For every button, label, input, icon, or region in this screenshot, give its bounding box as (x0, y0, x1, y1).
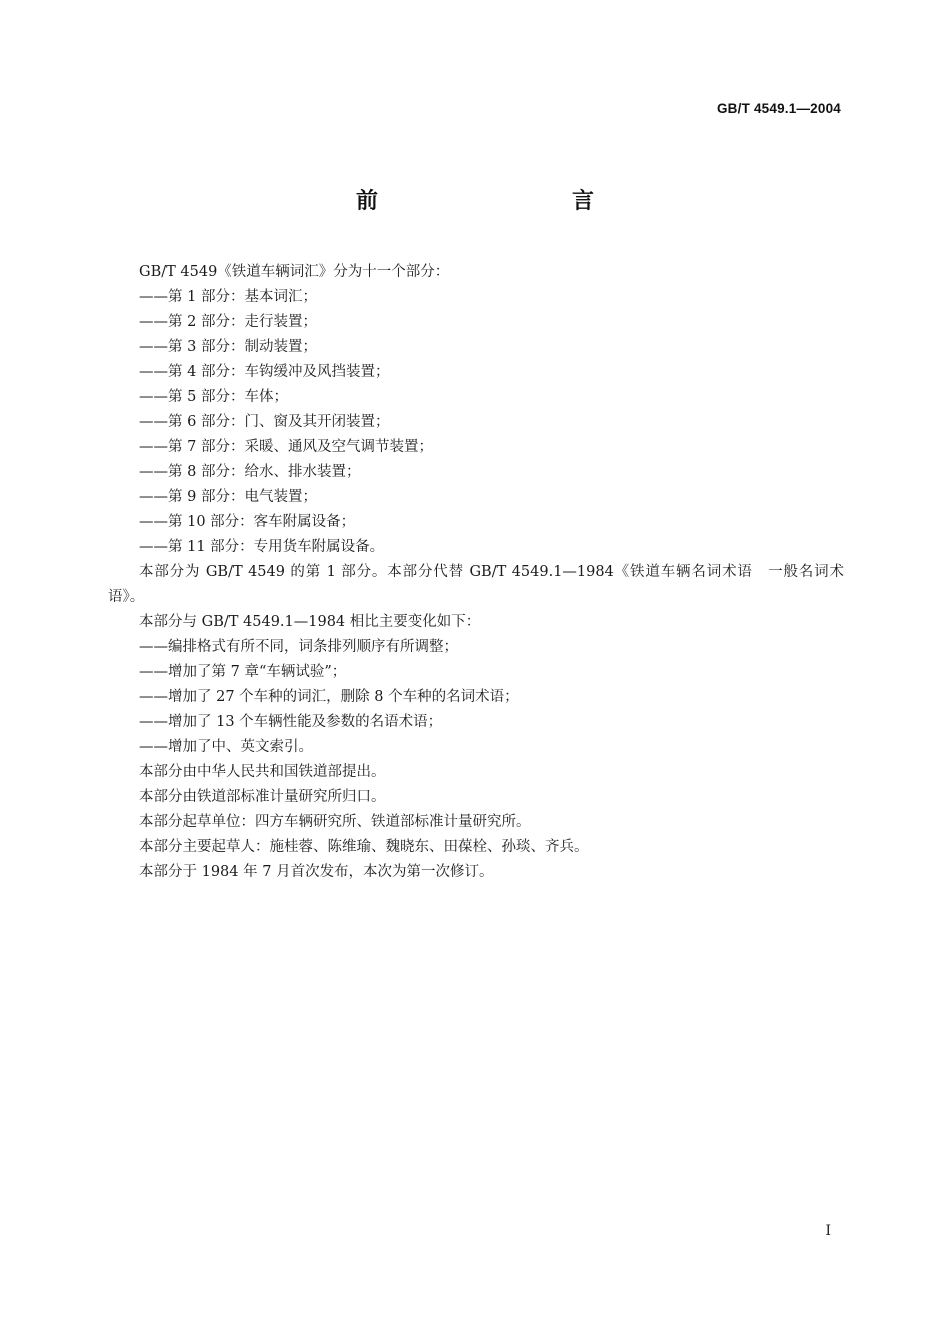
list-item-part-2: ——第 2 部分：走行装置； (139, 314, 317, 330)
paragraph-release-history: 本部分于 1984 年 7 月首次发布，本次为第一次修订。 (139, 864, 494, 880)
list-item-change-2: ——增加了第 7 章“车辆试验”； (139, 664, 347, 680)
list-item-part-5: ——第 5 部分：车体； (139, 389, 288, 405)
list-item-part-1: ——第 1 部分：基本词汇； (139, 289, 317, 305)
paragraph-changes-intro: 本部分与 GB/T 4549.1—1984 相比主要变化如下： (139, 614, 481, 630)
list-item-part-9: ——第 9 部分：电气装置； (139, 489, 317, 505)
list-item-change-4: ——增加了 13 个车辆性能及参数的名语术语； (139, 714, 443, 730)
list-item-part-3: ——第 3 部分：制动装置； (139, 339, 317, 355)
foreword-body (108, 260, 844, 885)
list-item-part-10: ——第 10 部分：客车附属设备； (139, 514, 356, 530)
list-item-change-1: ——编排格式有所不同，词条排列顺序有所调整； (139, 639, 458, 655)
list-item-part-4: ——第 4 部分：车钩缓冲及风挡装置； (139, 364, 390, 380)
paragraph-drafting-units: 本部分起草单位：四方车辆研究所、铁道部标准计量研究所。 (139, 814, 531, 830)
list-item-part-8: ——第 8 部分：给水、排水装置； (139, 464, 361, 480)
list-item-change-3: ——增加了 27 个车种的词汇，删除 8 个车种的名词术语； (139, 689, 519, 705)
standard-number: GB/T 4549.1—2004 (716, 101, 841, 116)
paragraph-parts-intro: GB/T 4549《铁道车辆词汇》分为十一个部分： (139, 264, 450, 280)
list-item-part-11: ——第 11 部分：专用货车附属设备。 (139, 539, 385, 555)
paragraph-centralized-by: 本部分由铁道部标准计量研究所归口。 (139, 789, 386, 805)
paragraph-drafters: 本部分主要起草人：施桂蓉、陈维瑜、魏晓东、田葆栓、孙琰、齐兵。 (139, 839, 589, 855)
paragraph-replacement: 本部分为 GB/T 4549 的第 1 部分。本部分代替 GB/T 4549.1—1984《铁道车辆名词术语 一般名词术语》。 (108, 564, 844, 605)
page-number: I (825, 1223, 831, 1239)
list-item-change-5: ——增加了中、英文索引。 (139, 739, 313, 755)
page-title: 前 言 (355, 189, 644, 214)
list-item-part-6: ——第 6 部分：门、窗及其开闭装置； (139, 414, 390, 430)
list-item-part-7: ——第 7 部分：采暖、通风及空气调节装置； (139, 439, 433, 455)
paragraph-proposed-by: 本部分由中华人民共和国铁道部提出。 (139, 764, 386, 780)
